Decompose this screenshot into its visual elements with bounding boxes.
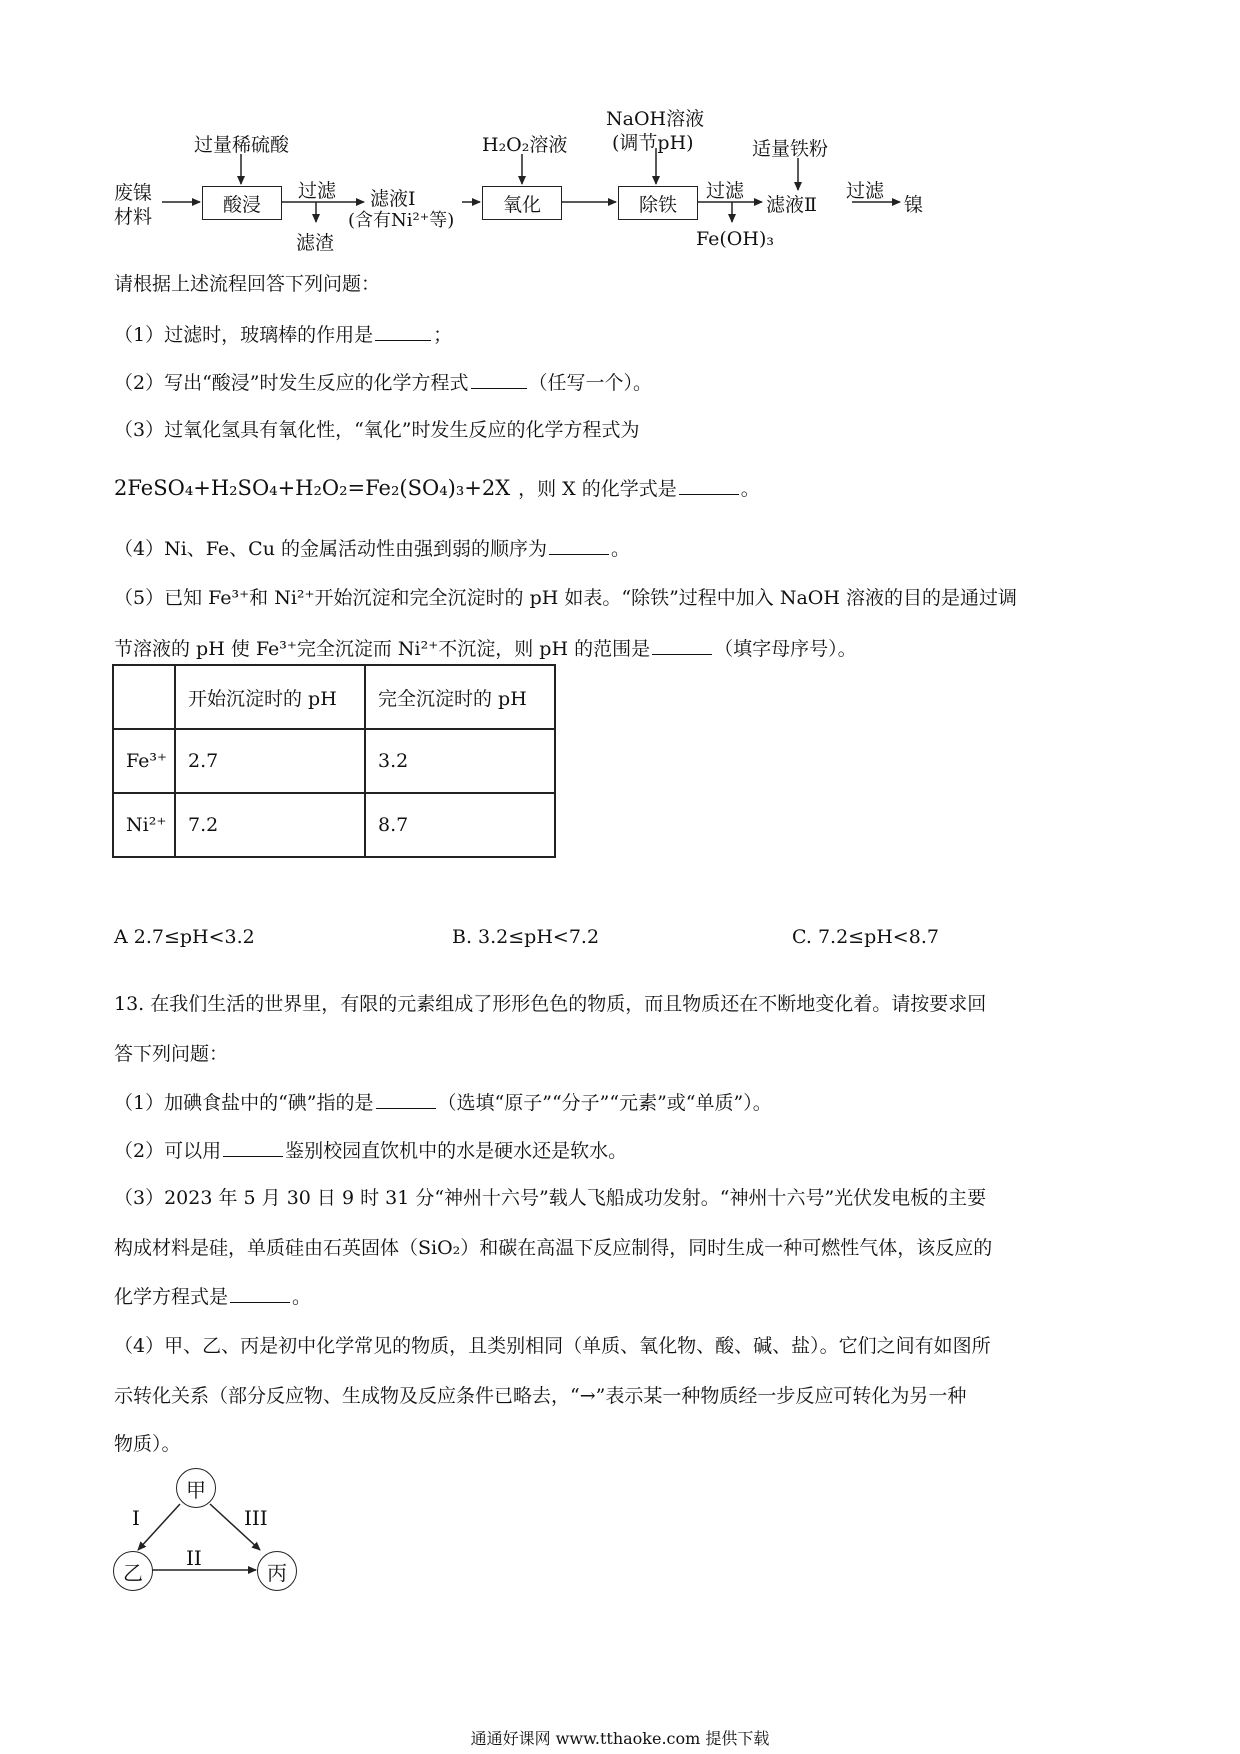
table-cell: 3.2 bbox=[365, 729, 555, 793]
iron-powder-label: 适量铁粉 bbox=[752, 138, 829, 160]
node-bing: 丙 bbox=[257, 1551, 297, 1591]
q12-part1-end: ； bbox=[433, 324, 453, 346]
q13-stem-line2: 答下列问题： bbox=[114, 1043, 229, 1065]
table-cell: Ni²⁺ bbox=[113, 793, 175, 857]
q12-part4-end: 。 bbox=[611, 538, 631, 560]
acid-reagent-label: 过量稀硫酸 bbox=[194, 134, 290, 156]
q13-part2-text: （2）可以用 bbox=[114, 1140, 222, 1162]
answer-blank[interactable] bbox=[652, 636, 712, 655]
naoh-note-label: (调节pH) bbox=[612, 132, 694, 154]
oxidize-box: 氧化 bbox=[482, 186, 562, 220]
table-cell: Fe³⁺ bbox=[113, 729, 175, 793]
start-material-line1: 废镍 bbox=[114, 182, 153, 204]
filter-label-2: 过滤 bbox=[706, 180, 745, 202]
q12-part2-end: （任写一个）。 bbox=[528, 372, 653, 394]
filtrate-2-label: 滤液Ⅱ bbox=[766, 194, 817, 216]
iron-removal-box: 除铁 bbox=[618, 186, 698, 220]
q13-part4-line1: （4）甲、乙、丙是初中化学常见的物质，且类别相同（单质、氧化物、酸、碱、盐）。它们之间有如图所 bbox=[114, 1335, 991, 1357]
q12-equation: 2FeSO₄+H₂SO₄+H₂O₂=Fe₂(SO₄)₃+2X bbox=[114, 476, 511, 500]
answer-blank[interactable] bbox=[679, 476, 739, 495]
q13-stem-line1: 13. 在我们生活的世界里，有限的元素组成了形形色色的物质，而且物质还在不断地变化着。请按要求回 bbox=[114, 993, 987, 1015]
feoh3-label: Fe(OH)₃ bbox=[696, 228, 774, 250]
filtrate-1-label: 滤液Ⅰ bbox=[370, 188, 416, 210]
choice-b[interactable]: B. 3.2≤pH<7.2 bbox=[452, 926, 600, 948]
table-header-cell: 完全沉淀时的 pH bbox=[365, 665, 555, 729]
q13-part1-text: （1）加碘食盐中的“碘”指的是 bbox=[114, 1092, 374, 1114]
q12-part3: （3）过氧化氢具有氧化性，“氧化”时发生反应的化学方程式为 bbox=[114, 419, 640, 441]
q13-part1-end: （选填“原子”“分子”“元素”或“单质”）。 bbox=[437, 1092, 772, 1114]
table-header-cell: 开始沉淀时的 pH bbox=[175, 665, 365, 729]
q13-part4-line2: 示转化关系（部分反应物、生成物及反应条件已略去，“→”表示某一种物质经一步反应可转化为另一种 bbox=[114, 1385, 967, 1407]
filtrate-1-note: (含有Ni²⁺等) bbox=[348, 210, 455, 231]
arrow-label-1: I bbox=[132, 1506, 140, 1530]
page-footer: 通通好课网 www.tthaoke.com 提供下载 bbox=[470, 1729, 770, 1748]
table-cell: 8.7 bbox=[365, 793, 555, 857]
table-cell: 2.7 bbox=[175, 729, 365, 793]
q13-part3-line1: （3）2023 年 5 月 30 日 9 时 31 分“神州十六号”载人飞船成功发射。“神州十六号”光伏发电板的主要 bbox=[114, 1187, 987, 1209]
q13-part3-line2: 构成材料是硅，单质硅由石英固体（SiO₂）和碳在高温下反应制得，同时生成一种可燃性气体，该反应的 bbox=[114, 1237, 993, 1259]
arrow-label-3: III bbox=[244, 1506, 268, 1530]
q12-part3-end2: 。 bbox=[740, 478, 760, 500]
q12-part5-text: 节溶液的 pH 使 Fe³⁺完全沉淀而 Ni²⁺不沉淀，则 pH 的范围是 bbox=[114, 638, 651, 660]
h2o2-reagent-label: H₂O₂溶液 bbox=[482, 134, 568, 156]
node-jia: 甲 bbox=[176, 1468, 216, 1508]
acid-leach-box: 酸浸 bbox=[202, 186, 282, 220]
residue-label: 滤渣 bbox=[296, 232, 335, 254]
answer-blank[interactable] bbox=[549, 536, 609, 555]
filter-label-3: 过滤 bbox=[846, 180, 885, 202]
choice-a[interactable]: A 2.7≤pH<3.2 bbox=[114, 926, 255, 948]
node-yi: 乙 bbox=[113, 1551, 153, 1591]
q13-part3-end: 。 bbox=[292, 1286, 312, 1308]
q12-part3-end: ，则 X 的化学式是 bbox=[518, 478, 677, 500]
q12-part2-text: （2）写出“酸浸”时发生反应的化学方程式 bbox=[114, 372, 469, 394]
q12-part5-line1: （5）已知 Fe³⁺和 Ni²⁺开始沉淀和完全沉淀时的 pH 如表。“除铁”过程中加入 NaOH 溶液的目的是通过调 bbox=[114, 587, 1017, 609]
q12-part1-text: （1）过滤时，玻璃棒的作用是 bbox=[114, 324, 374, 346]
naoh-reagent-label: NaOH溶液 bbox=[606, 108, 705, 130]
filter-label-1: 过滤 bbox=[298, 180, 337, 202]
q13-part3-text: 化学方程式是 bbox=[114, 1286, 229, 1308]
q13-part4-line3: 物质）。 bbox=[114, 1433, 181, 1455]
q12-part5-end: （填字母序号）。 bbox=[714, 638, 857, 660]
intro-text: 请根据上述流程回答下列问题： bbox=[114, 273, 381, 295]
choice-c[interactable]: C. 7.2≤pH<8.7 bbox=[792, 926, 939, 948]
start-material-line2: 材料 bbox=[114, 206, 153, 228]
q12-part4-text: （4）Ni、Fe、Cu 的金属活动性由强到弱的顺序为 bbox=[114, 538, 547, 560]
arrow-label-2: II bbox=[186, 1546, 202, 1570]
table-cell: 7.2 bbox=[175, 793, 365, 857]
conversion-arrows bbox=[0, 0, 400, 1620]
product-label: 镍 bbox=[904, 194, 924, 216]
q13-part2-end: 鉴别校园直饮机中的水是硬水还是软水。 bbox=[285, 1140, 628, 1162]
answer-blank[interactable] bbox=[471, 370, 527, 389]
